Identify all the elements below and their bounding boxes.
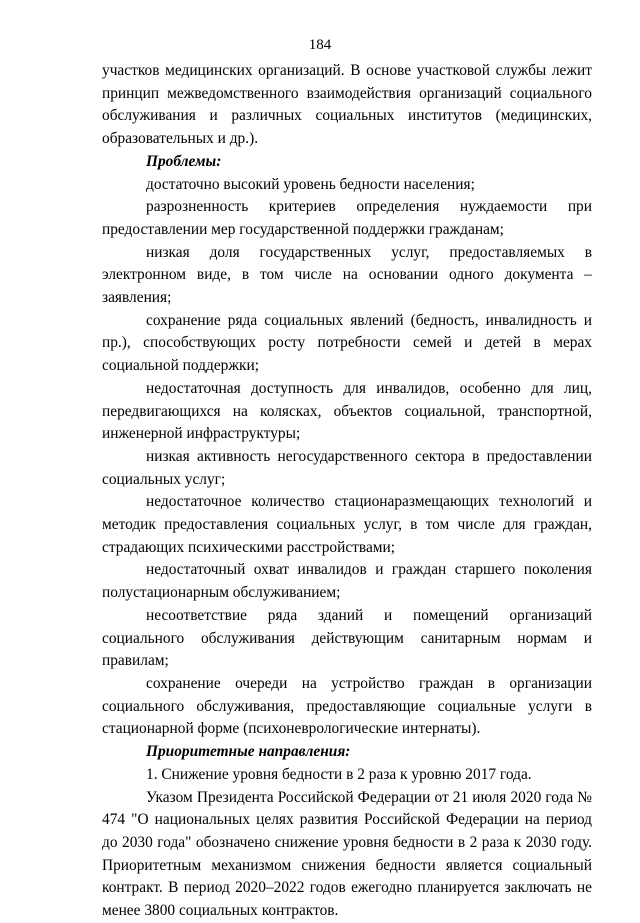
problem-item: достаточно высокий уровень бедности населения; <box>146 175 475 193</box>
problem-item: сохранение ряда социальных явлений (бедность, инвалидность и пр.), способствующих росту потребности семей и детей в мерах социальной поддержки; <box>102 311 592 375</box>
problem-item: низкая доля государственных услуг, предоставляемых в электронном виде, в том числе на основании одного документа – заявления; <box>102 243 592 307</box>
body-text <box>102 60 592 923</box>
problem-item: разрозненность критериев определения нуждаемости при предоставлении мер государственной поддержки гражданам; <box>102 198 592 238</box>
paragraph-decree: Указом Президента Российской Федерации от 21 июля 2020 года № 474 "О национальных целях развития Российской Федерации на период до 2030 года" обозначено снижение уровня бедности в 2 раза к 2030 году. Приоритетным механизмом снижения бедности является социальный контракт. В период 2020–2022 годов ежегодно планируется заключать не менее 3800 социальных контрактов. <box>102 788 592 920</box>
priority-item: 1. Снижение уровня бедности в 2 раза к уровню 2017 года. <box>146 765 532 783</box>
problem-item: недостаточное количество стационаразмещающих технологий и методик предоставления социальных услуг, в том числе для граждан, страдающих психическими расстройствами; <box>102 493 592 556</box>
problem-item: несоответствие ряда зданий и помещений организаций социального обслуживания действующим санитарным нормам и правилам; <box>102 606 592 670</box>
heading-priorities: Приоритетные направления: <box>146 743 351 761</box>
page-number: 184 <box>308 37 332 53</box>
problem-item: недостаточный охват инвалидов и граждан старшего поколения полустационарным обслуживанием; <box>102 561 592 602</box>
paragraph-intro: участков медицинских организаций. В основе участковой службы лежит принцип межведомственного взаимодействия организаций социального обслуживания и различных социальных институтов (медицинских, образовательных и др.). <box>102 62 592 148</box>
problem-item: недостаточная доступность для инвалидов, особенно для лиц, передвигающихся на колясках, объектов социальной, транспортной, инженерной инфраструктуры; <box>102 379 592 443</box>
problem-item: низкая активность негосударственного сектора в предоставлении социальных услуг; <box>102 447 592 488</box>
heading-problems: Проблемы: <box>146 152 222 170</box>
problem-item: сохранение очереди на устройство граждан в организации социального обслуживания, предоставляющие социальные услуги в стационарной форме (психоневрологические интернаты). <box>102 674 592 738</box>
